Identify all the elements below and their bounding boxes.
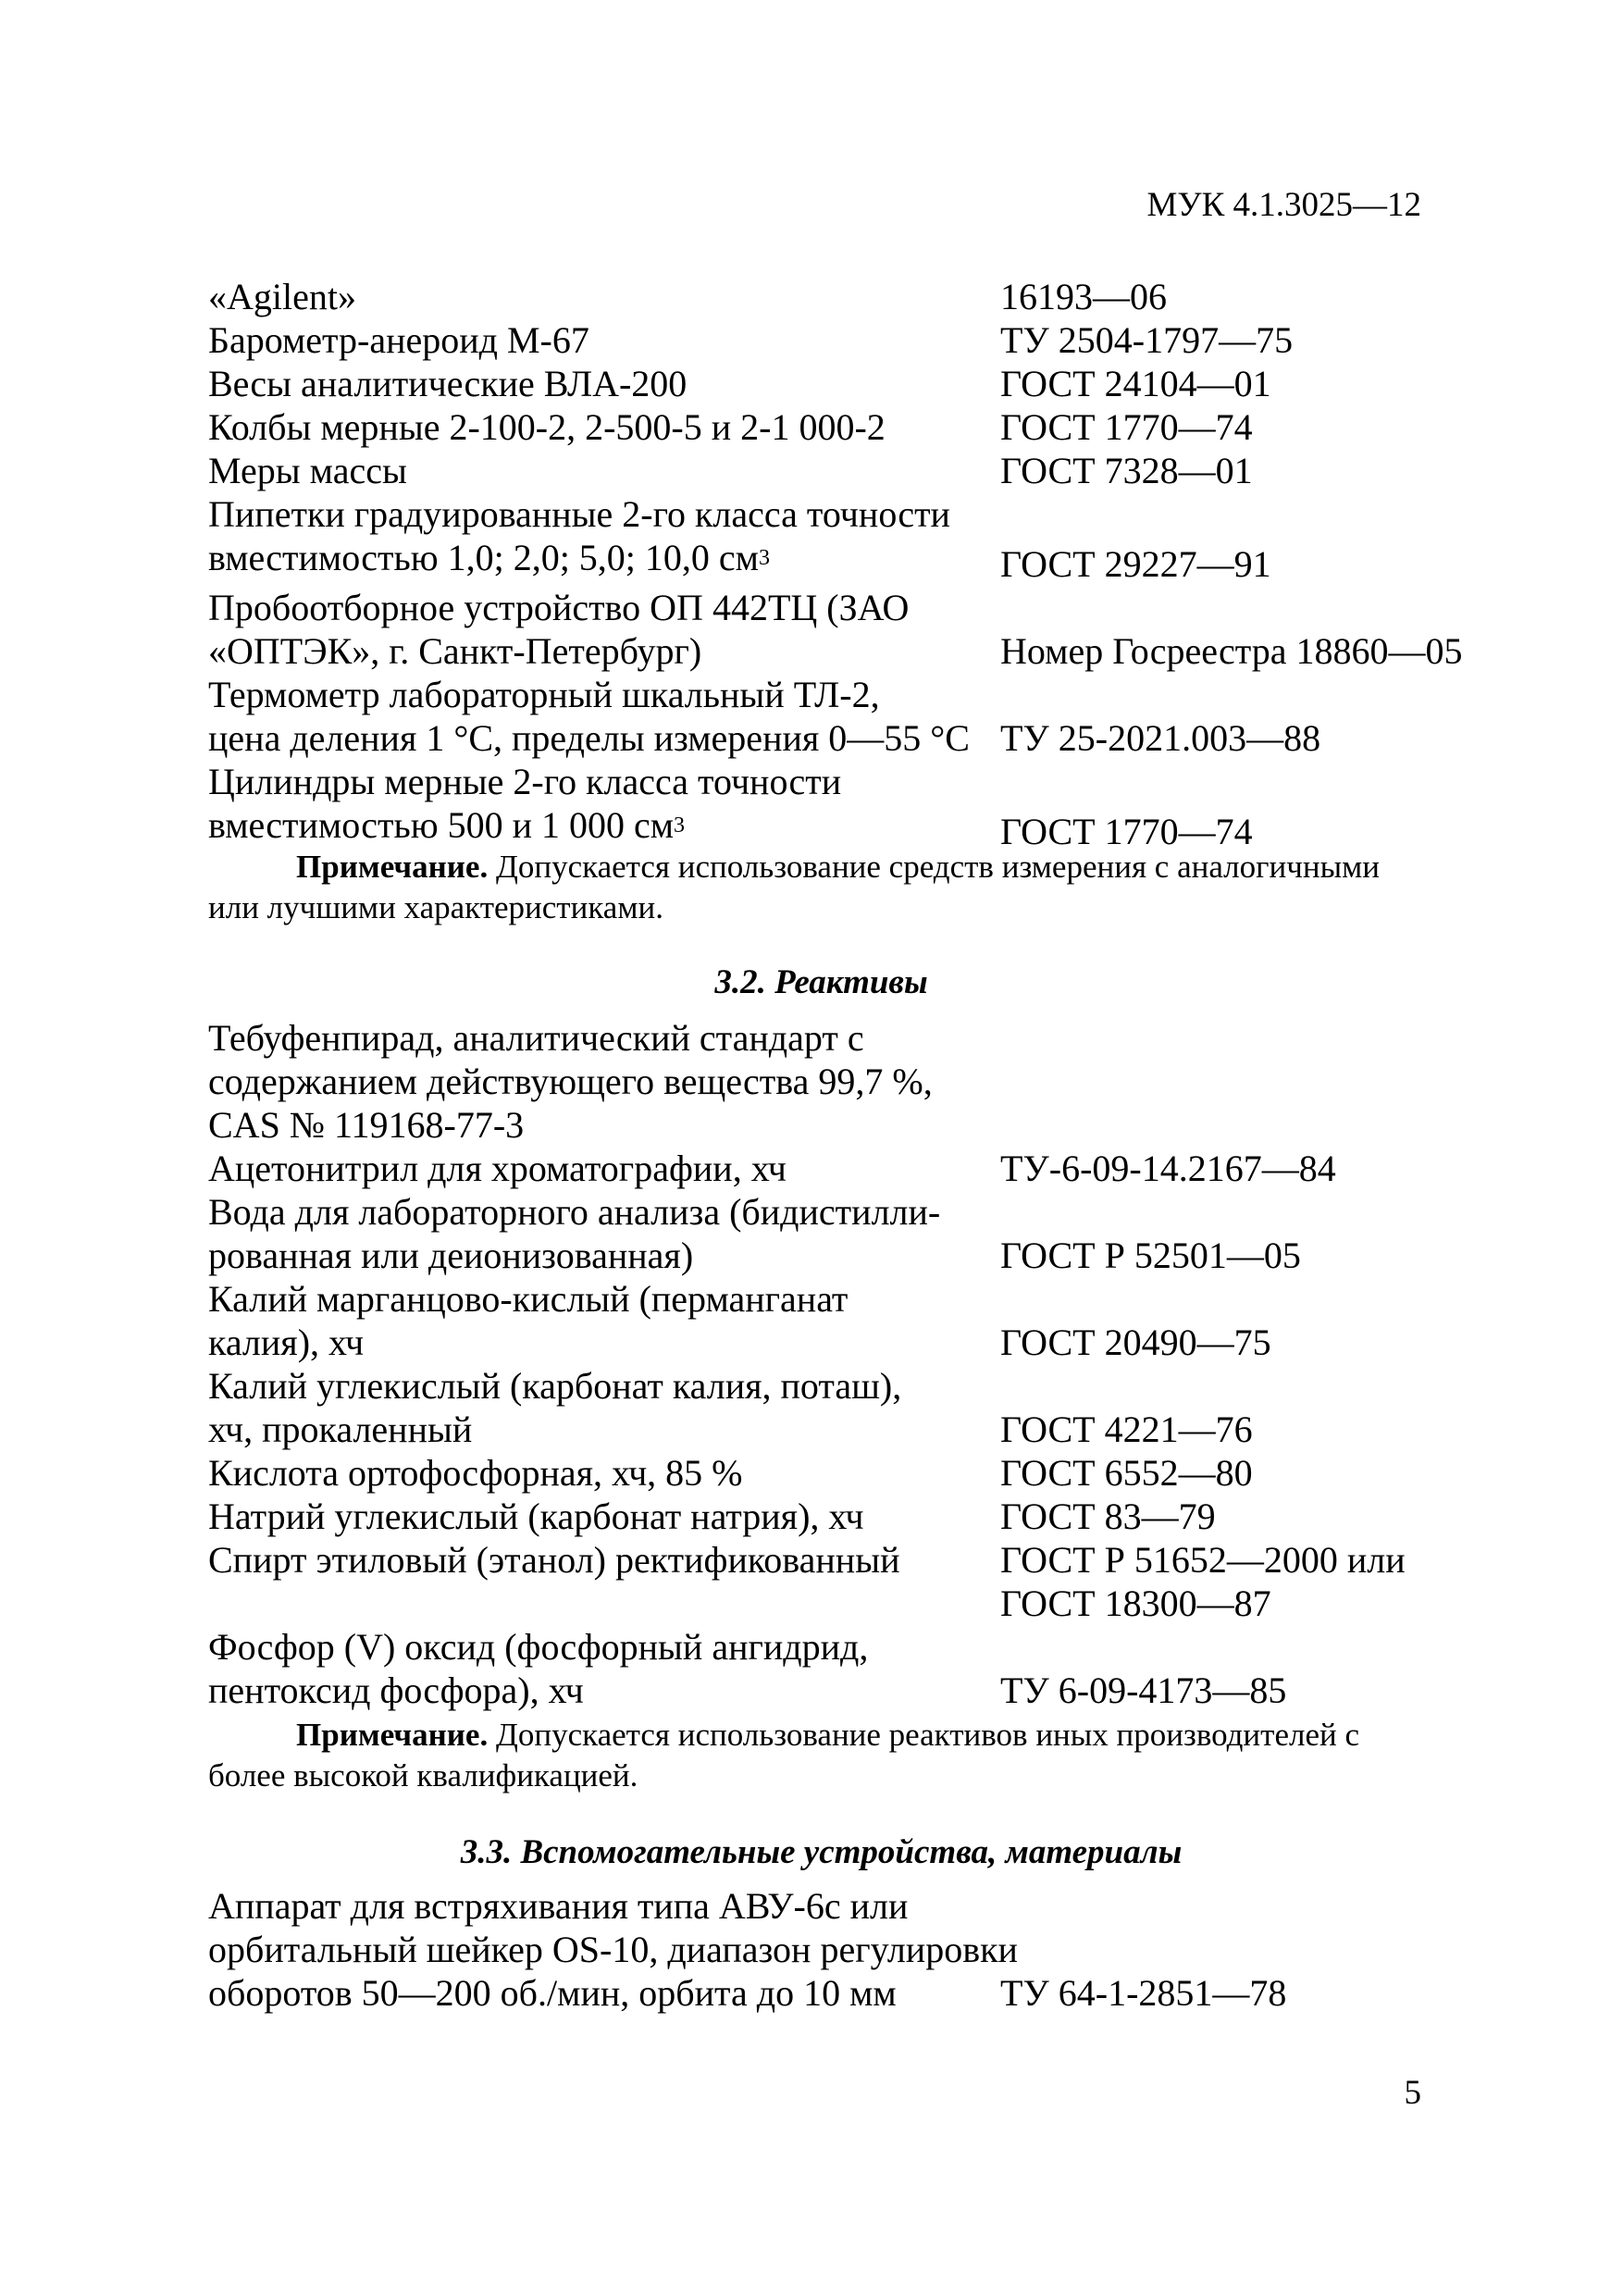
item-reference: ГОСТ 1770—74: [1000, 811, 1253, 852]
item-text: Меры массы: [208, 450, 407, 491]
item-text: CAS № 119168-77-3: [208, 1104, 525, 1146]
item-reference: ГОСТ Р 52501—05: [1000, 1235, 1301, 1276]
document-code-header: МУК 4.1.3025—12: [1146, 186, 1421, 224]
item-text: Тебуфенпирад, аналитический стандарт с: [208, 1017, 864, 1059]
item-text: Весы аналитические ВЛА-200: [208, 363, 688, 404]
note-equipment: [208, 847, 1434, 928]
section-title-reagents: 3.2. Реактивы: [714, 963, 928, 1001]
item-text: вместимостью 500 и 1 000 $см^3$: [208, 804, 686, 846]
item-text: Кислота ортофосфорная, хч, 85 %: [208, 1452, 743, 1494]
superscript: 3: [758, 546, 770, 570]
item-reference: ГОСТ Р 51652—2000 или ГОСТ 18300—87: [1000, 1539, 1406, 1624]
item-text: Барометр-анероид М-67: [208, 319, 589, 361]
item-reference: ГОСТ 4221—76: [1000, 1409, 1253, 1450]
list-item: [208, 1277, 1504, 1364]
item-reference: ТУ 6-09-4173—85: [1000, 1669, 1287, 1711]
list-item: [208, 1147, 1504, 1190]
item-text: Фосфор (V) оксид (фосфорный ангидрид,: [208, 1626, 869, 1668]
note-text: Допускается использование средств измерения с аналогичными или лучшими характеристиками.: [208, 849, 1380, 925]
list-item: [208, 1538, 1504, 1625]
item-reference: ТУ 2504-1797—75: [1000, 319, 1294, 361]
note-label: Примечание.: [296, 1717, 489, 1753]
note-label: Примечание.: [296, 849, 489, 885]
list-item: [208, 1495, 1504, 1538]
item-text: «ОПТЭК», г. Санкт-Петербург): [208, 630, 702, 672]
item-text: Калий марганцово-кислый (перманганат: [208, 1278, 849, 1320]
item-text: калия), хч: [208, 1322, 365, 1363]
item-text: Ацетонитрил для хроматографии, хч: [208, 1148, 787, 1189]
item-text: Пробоотборное устройство ОП 442ТЦ (ЗАО: [208, 587, 910, 628]
item-reference: ГОСТ 24104—01: [1000, 363, 1271, 404]
list-item: [208, 318, 1504, 362]
section-title-auxiliary: 3.3. Вспомогательные устройства, материалы: [460, 1833, 1183, 1871]
note-text: Допускается использование реактивов иных производителей с более высокой квалификацией.: [208, 1717, 1359, 1793]
item-reference: Номер Госреестра 18860—05: [1000, 630, 1463, 672]
auxiliary-list: [208, 1884, 1504, 2015]
list-item: [208, 1884, 1504, 2015]
item-text: пентоксид фосфора), хч: [208, 1669, 584, 1711]
item-text: Натрий углекислый (карбонат натрия), хч: [208, 1496, 864, 1537]
item-text: Колбы мерные 2-100-2, 2-500-5 и 2-1 000-2: [208, 406, 886, 448]
item-text: «Agilent»: [208, 276, 356, 317]
list-item: [208, 275, 1504, 318]
item-text: Аппарат для встряхивания типа АВУ-6с или: [208, 1885, 909, 1927]
list-item: [208, 1190, 1504, 1277]
item-text: содержанием действующего вещества 99,7 %,: [208, 1061, 933, 1102]
note-reagents: [208, 1715, 1434, 1796]
item-text: Калий углекислый (карбонат калия, поташ),: [208, 1365, 902, 1407]
superscript: 3: [674, 813, 686, 838]
list-item: [208, 405, 1504, 449]
list-item: [208, 492, 1504, 586]
list-item: [208, 1364, 1504, 1451]
list-item: [208, 1016, 1504, 1147]
item-text: орбитальный шейкер OS-10, диапазон регулировки: [208, 1929, 1018, 1970]
item-reference: ТУ 25-2021.003—88: [1000, 717, 1321, 759]
item-text: Цилиндры мерные 2-го класса точности: [208, 761, 842, 802]
list-item: [208, 362, 1504, 405]
list-item: [208, 673, 1504, 760]
item-text: оборотов 50—200 об./мин, орбита до 10 мм: [208, 1972, 897, 2014]
list-item: [208, 760, 1504, 853]
item-text: цена деления 1 °С, пределы измерения 0—55 °С: [208, 717, 970, 759]
item-reference: ТУ 64-1-2851—78: [1000, 1972, 1287, 2014]
item-reference: 16193—06: [1000, 276, 1167, 317]
list-item: [208, 1451, 1504, 1495]
item-text: Спирт этиловый (этанол) ректификованный: [208, 1539, 900, 1581]
equipment-list: [208, 275, 1504, 853]
item-reference: ГОСТ 6552—80: [1000, 1452, 1253, 1494]
item-text: Вода для лабораторного анализа (бидистилли-: [208, 1191, 941, 1233]
page-number: 5: [1404, 2074, 1421, 2112]
item-reference: ГОСТ 1770—74: [1000, 406, 1253, 448]
item-reference: ГОСТ 83—79: [1000, 1496, 1216, 1537]
item-reference: ГОСТ 20490—75: [1000, 1322, 1271, 1363]
item-reference: ГОСТ 29227—91: [1000, 543, 1271, 585]
item-reference: ТУ-6-09-14.2167—84: [1000, 1148, 1336, 1189]
item-text: хч, прокаленный: [208, 1409, 473, 1450]
item-text: рованная или деионизованная): [208, 1235, 694, 1276]
item-reference: ГОСТ 7328—01: [1000, 450, 1253, 491]
reagents-list: [208, 1016, 1504, 1712]
list-item: [208, 586, 1504, 673]
item-text: Пипетки градуированные 2-го класса точности: [208, 493, 950, 535]
list-item: [208, 1625, 1504, 1712]
item-text: Термометр лабораторный шкальный ТЛ-2,: [208, 674, 880, 715]
list-item: [208, 449, 1504, 492]
item-text: вместимостью 1,0; 2,0; 5,0; 10,0 $см^3$: [208, 537, 770, 578]
